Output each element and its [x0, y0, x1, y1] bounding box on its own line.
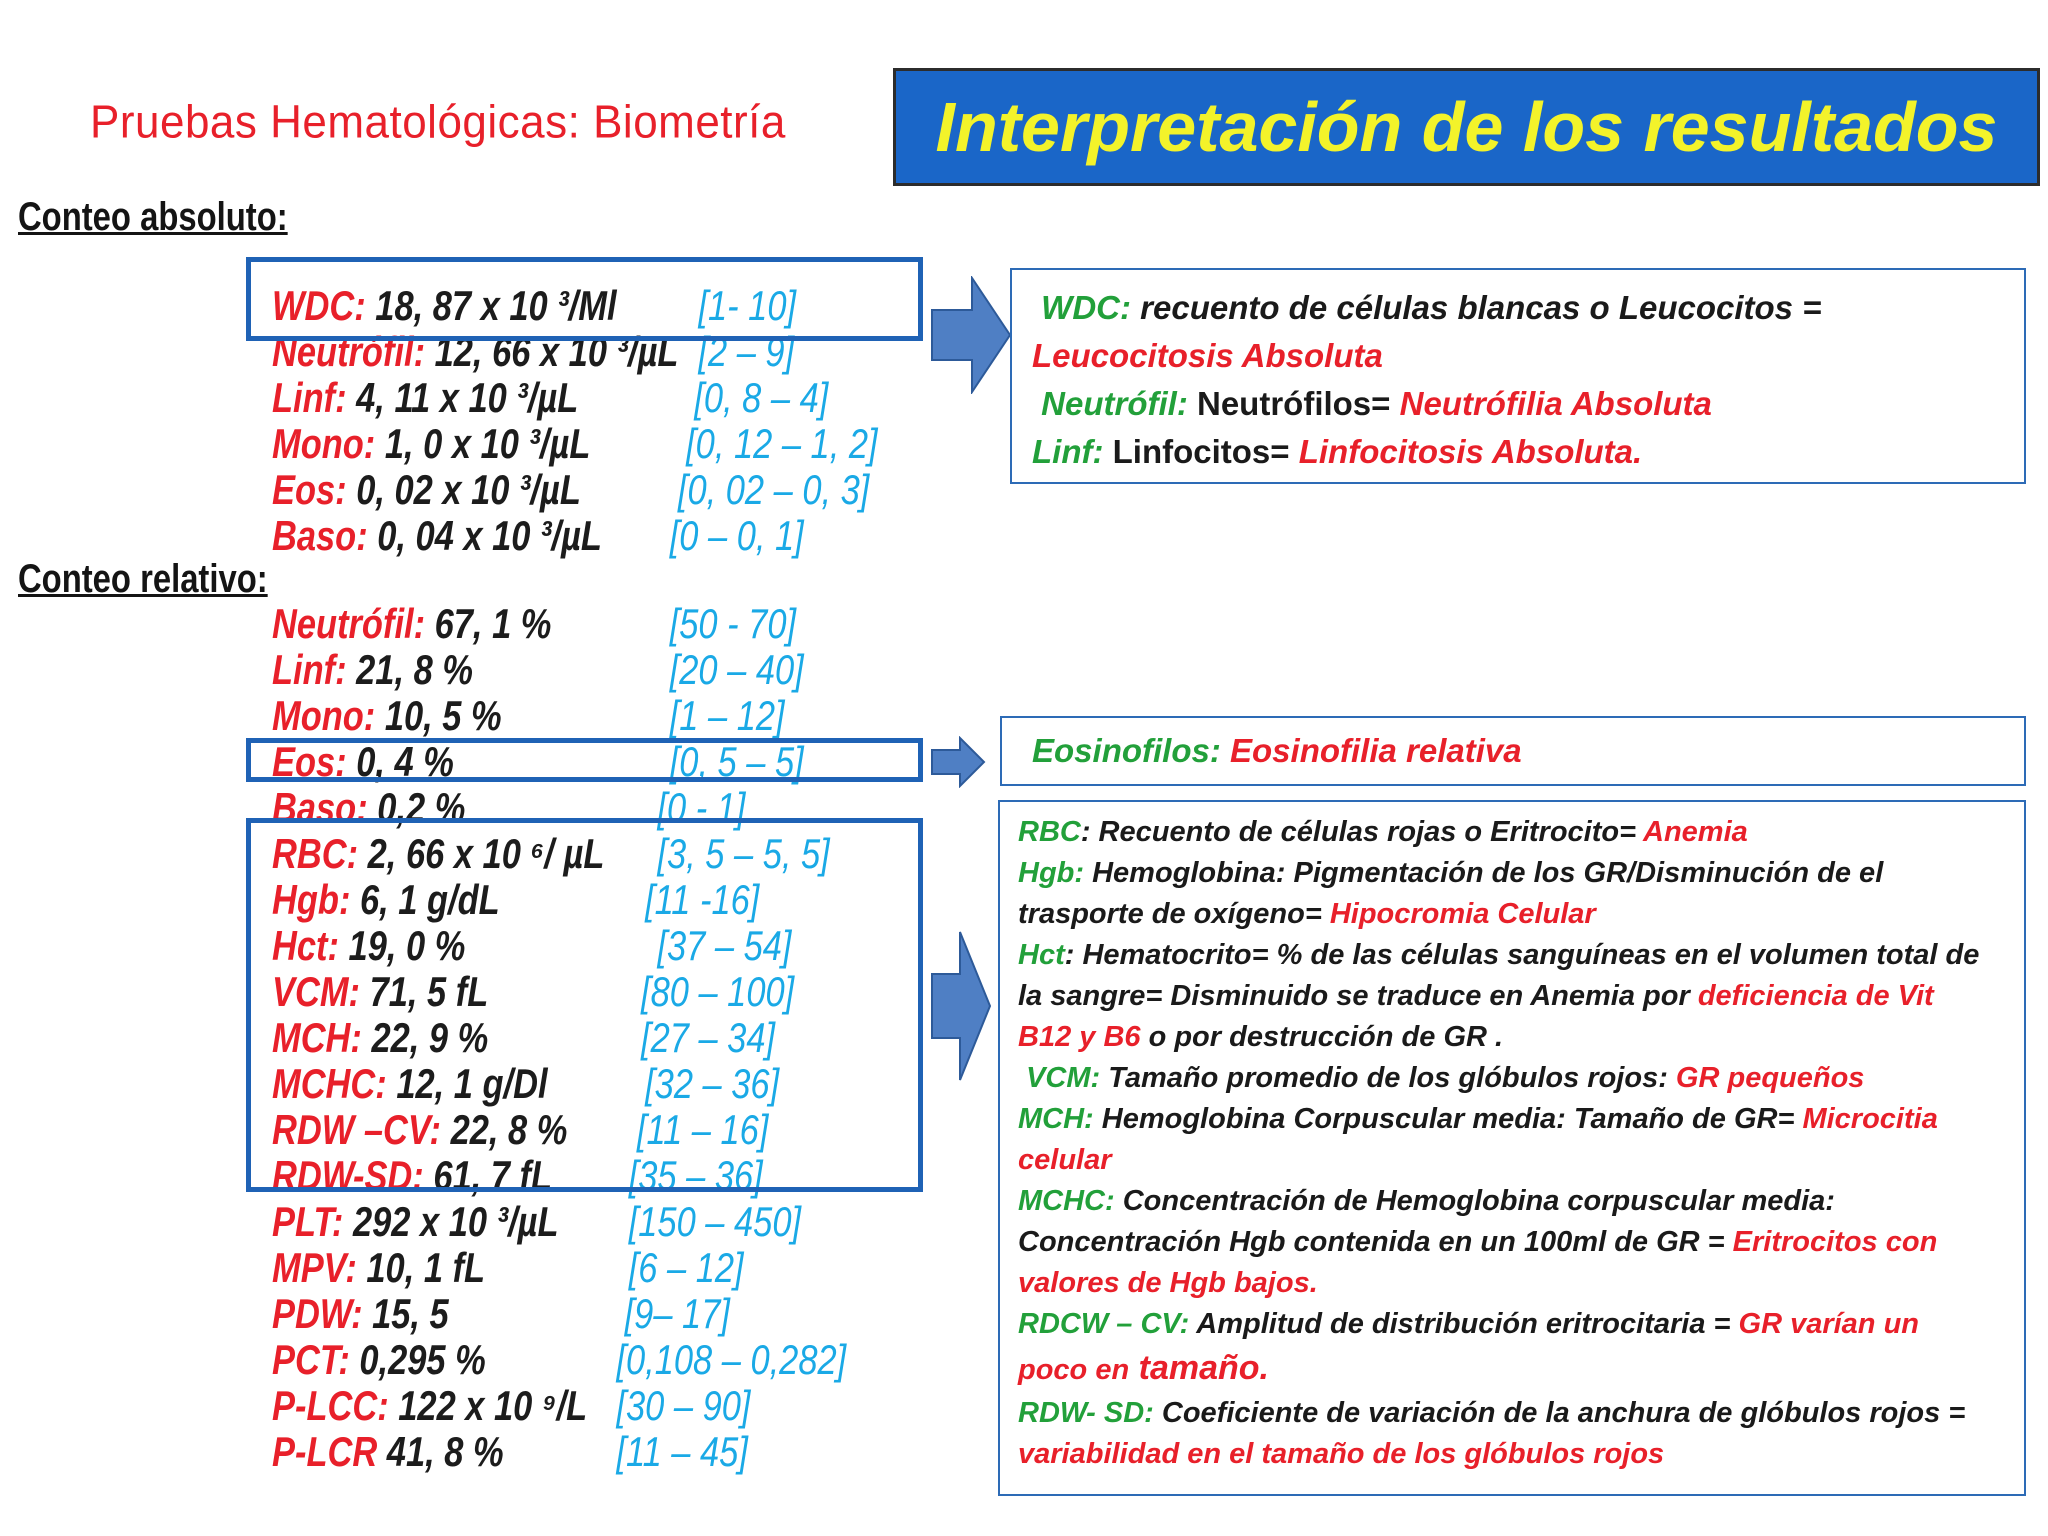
- result-b12-b6: B12 y B6: [1018, 1021, 1141, 1053]
- reference-range: [11 – 16]: [636, 1106, 769, 1153]
- lab-label: Hct:: [272, 922, 339, 969]
- reference-range: [37 – 54]: [657, 922, 792, 969]
- text-segment: Tamaño promedio de los glóbulos rojos:: [1100, 1062, 1668, 1094]
- section-title-relative: Conteo relativo:: [18, 557, 268, 601]
- reference-range: [20 – 40]: [669, 646, 804, 693]
- lab-value: 21, 8 %: [346, 646, 473, 693]
- lab-label: VCM:: [272, 968, 361, 1015]
- section-title-absolute: Conteo absoluto:: [18, 195, 288, 239]
- reference-range: [11 -16]: [645, 876, 760, 923]
- term-mch: MCH:: [1018, 1103, 1094, 1135]
- arrow-right-icon: [930, 736, 986, 788]
- lab-label: Baso:: [272, 512, 368, 559]
- lab-label: RBC:: [272, 830, 359, 877]
- reference-range: [80 – 100]: [641, 968, 795, 1015]
- reference-range: [0, 02 – 0, 3]: [677, 466, 870, 513]
- lab-label: RDW –CV:: [272, 1106, 442, 1153]
- interpretation-box-absolute: [1010, 268, 2026, 484]
- lab-value: 0, 04 x 10 ³/µL: [367, 512, 602, 559]
- arrow-right-icon: [930, 276, 1012, 394]
- result-celular: celular: [1018, 1144, 1112, 1176]
- lab-value: 12, 1 g/Dl: [386, 1060, 548, 1107]
- lab-value-row: [272, 1428, 862, 1474]
- reference-range: [27 – 34]: [641, 1014, 776, 1061]
- reference-range: [50 - 70]: [669, 600, 797, 647]
- lab-value-row: [272, 692, 862, 738]
- lab-value-row: [272, 512, 862, 558]
- lab-value: 19, 0 %: [338, 922, 466, 969]
- lab-label: P-LCC:: [272, 1382, 389, 1429]
- result-deficiencia: deficiencia de Vit: [1689, 980, 1934, 1012]
- lab-value: 67, 1 %: [425, 600, 552, 647]
- term-rbc: RBC: [1018, 816, 1081, 848]
- lab-label: Neutrófil:: [272, 600, 426, 647]
- lab-label: PCT:: [272, 1336, 350, 1383]
- reference-range: [0, 8 – 4]: [694, 374, 829, 421]
- result-leucocitosis: Leucocitosis Absoluta: [1032, 337, 1383, 374]
- highlight-box-wdc: [246, 257, 923, 341]
- text-segment: trasporte de oxígeno=: [1018, 898, 1322, 930]
- lab-label: P-LCR: [272, 1428, 378, 1475]
- lab-value: 10, 5 %: [375, 692, 502, 739]
- lab-value-row: [272, 374, 862, 420]
- reference-range: [11 – 45]: [616, 1428, 748, 1475]
- interpretation-box-eos: [1000, 716, 2026, 786]
- lab-label: Baso:: [272, 784, 368, 831]
- lab-value-row: [272, 420, 878, 467]
- result-gr-varian: GR varían un: [1738, 1308, 1920, 1340]
- lab-value-row: [272, 466, 870, 513]
- term-vcm: VCM:: [1026, 1062, 1101, 1094]
- reference-range: [1- 10]: [698, 282, 797, 329]
- lab-value: 10, 1 fL: [356, 1244, 486, 1291]
- lab-value: 12, 66 x 10 ³/µL: [425, 328, 679, 375]
- lab-label: WDC:: [272, 282, 366, 329]
- highlight-box-rbc-group: [246, 818, 923, 1192]
- lab-label: Eos:: [272, 466, 347, 513]
- lab-value: 0, 02 x 10 ³/µL: [346, 466, 581, 513]
- interpretation-box-rbc: [998, 800, 2026, 1496]
- lab-value: 4, 11 x 10 ³/µL: [346, 374, 579, 421]
- text-segment: Concentración de Hemoglobina corpuscular media:: [1114, 1185, 1835, 1217]
- result-eosinofilia: Eosinofilia relativa: [1220, 732, 1522, 769]
- term-neutrofil: Neutrófil:: [1041, 385, 1188, 422]
- reference-range: [0 - 1]: [657, 784, 746, 831]
- lab-value: 1, 0 x 10 ³/µL: [375, 420, 591, 467]
- lab-value-row: [272, 1198, 862, 1244]
- lab-value: 0,295 %: [349, 1336, 486, 1383]
- result-variabilidad: variabilidad en el tamaño de los glóbulos rojos: [1018, 1438, 1665, 1470]
- lab-value-row: [272, 1244, 862, 1290]
- text-segment: Hemoglobina Corpuscular media: Tamaño de GR=: [1093, 1103, 1795, 1135]
- text-segment: Coeficiente de variación de la anchura de glóbulos rojos =: [1153, 1397, 1966, 1429]
- title-banner: [893, 68, 2040, 186]
- result-neutrofilia: Neutrófilia Absoluta: [1390, 385, 1712, 422]
- reference-range: [0, 5 – 5]: [669, 738, 804, 785]
- lab-label: Neutrófil:: [272, 328, 426, 375]
- result-eritrocitos: Eritrocitos con: [1732, 1226, 1938, 1258]
- reference-range: [2 – 9]: [698, 328, 795, 375]
- lab-label: MCHC:: [272, 1060, 387, 1107]
- lab-value: 41, 8 %: [377, 1428, 504, 1475]
- reference-range: [32 – 36]: [645, 1060, 780, 1107]
- text-segment: Linfocitos=: [1103, 433, 1290, 470]
- reference-range: [35 – 36]: [628, 1152, 763, 1199]
- lab-label: Mono:: [272, 692, 376, 739]
- reference-range: [3, 5 – 5, 5]: [657, 830, 830, 877]
- lab-value: 292 x 10 ³/µL: [343, 1198, 559, 1245]
- term-wdc: WDC:: [1041, 289, 1131, 326]
- result-poco-en: poco en: [1018, 1354, 1130, 1386]
- term-mchc: MCHC:: [1018, 1185, 1115, 1217]
- result-linfocitosis: Linfocitosis Absoluta.: [1289, 433, 1643, 470]
- lab-value: 122 x 10 ⁹/L: [388, 1382, 588, 1429]
- page-subtitle: Pruebas Hematológicas: Biometría: [90, 96, 786, 149]
- arrow-right-icon: [930, 930, 992, 1082]
- reference-range: [1 – 12]: [669, 692, 785, 739]
- text-segment: Amplitud de distribución eritrocitaria =: [1189, 1308, 1739, 1340]
- lab-value: 22, 9 %: [361, 1014, 489, 1061]
- lab-label: Mono:: [272, 420, 376, 467]
- result-tamano: tamaño.: [1129, 1349, 1269, 1387]
- lab-label: Eos:: [272, 738, 347, 785]
- lab-value-row: [272, 1382, 862, 1428]
- lab-value-row: [272, 1336, 862, 1382]
- reference-range: [0 – 0, 1]: [669, 512, 804, 559]
- lab-value: 71, 5 fL: [360, 968, 489, 1015]
- reference-range: [0,108 – 0,282]: [616, 1336, 847, 1383]
- reference-range: [6 – 12]: [628, 1244, 744, 1291]
- result-hgb-bajos: valores de Hgb bajos.: [1018, 1267, 1318, 1299]
- text-segment: recuento de células blancas o Leucocitos =: [1130, 289, 1822, 326]
- lab-value: 6, 1 g/dL: [350, 876, 500, 923]
- lab-value: 18, 87 x 10 ³/Ml: [365, 282, 617, 329]
- text-segment: : Hematocrito= % de las células sanguíneas en el volumen total de: [1064, 939, 1980, 971]
- term-rdw-sd: RDW- SD:: [1018, 1397, 1154, 1429]
- lab-value: 15, 5: [362, 1290, 449, 1337]
- banner-title: Interpretación de los resultados: [935, 88, 1998, 166]
- lab-value-row: [272, 1290, 862, 1336]
- lab-value: 22, 8 %: [441, 1106, 568, 1153]
- result-gr-pequenos: GR pequeños: [1667, 1062, 1865, 1094]
- lab-value-row: [272, 646, 862, 692]
- lab-label: Hgb:: [272, 876, 351, 923]
- term-eosinofilos: Eosinofilos:: [1032, 732, 1221, 769]
- text-segment: Neutrófilos=: [1187, 385, 1391, 422]
- text-segment: : Recuento de células rojas o Eritrocito=: [1080, 816, 1637, 848]
- highlight-box-eos: [246, 738, 923, 782]
- term-rdcw-cv: RDCW – CV:: [1018, 1308, 1190, 1340]
- result-anemia: Anemia: [1636, 816, 1748, 848]
- lab-label: MCH:: [272, 1014, 362, 1061]
- lab-value: 2, 66 x 10 ⁶/ µL: [358, 830, 605, 877]
- reference-range: [150 – 450]: [628, 1198, 802, 1245]
- lab-label: MPV:: [272, 1244, 357, 1291]
- text-segment: o por destrucción de GR .: [1140, 1021, 1504, 1053]
- reference-range: [9– 17]: [624, 1290, 730, 1337]
- lab-label: PLT:: [272, 1198, 344, 1245]
- lab-value-row: [272, 600, 862, 646]
- term-hct: Hct: [1018, 939, 1065, 971]
- reference-range: [30 – 90]: [616, 1382, 751, 1429]
- result-microcitia: Microcitia: [1794, 1103, 1938, 1135]
- reference-range: [0, 12 – 1, 2]: [686, 420, 878, 467]
- result-hipocromia: Hipocromia Celular: [1321, 898, 1596, 930]
- term-hgb: Hgb:: [1018, 857, 1085, 889]
- lab-value: 0,2 %: [367, 784, 466, 831]
- text-segment: la sangre= Disminuido se traduce en Anemia por: [1018, 980, 1690, 1012]
- lab-value: 0, 4 %: [346, 738, 454, 785]
- term-linf: Linf:: [1032, 433, 1104, 470]
- lab-value: 61, 7 fL: [423, 1152, 553, 1199]
- lab-label: PDW:: [272, 1290, 363, 1337]
- lab-label: RDW-SD:: [272, 1152, 424, 1199]
- lab-label: Linf:: [272, 646, 347, 693]
- lab-label: Linf:: [272, 374, 347, 421]
- text-segment: Concentración Hgb contenida en un 100ml de GR =: [1018, 1226, 1733, 1258]
- text-segment: Hemoglobina: Pigmentación de los GR/Disminución de el: [1084, 857, 1884, 889]
